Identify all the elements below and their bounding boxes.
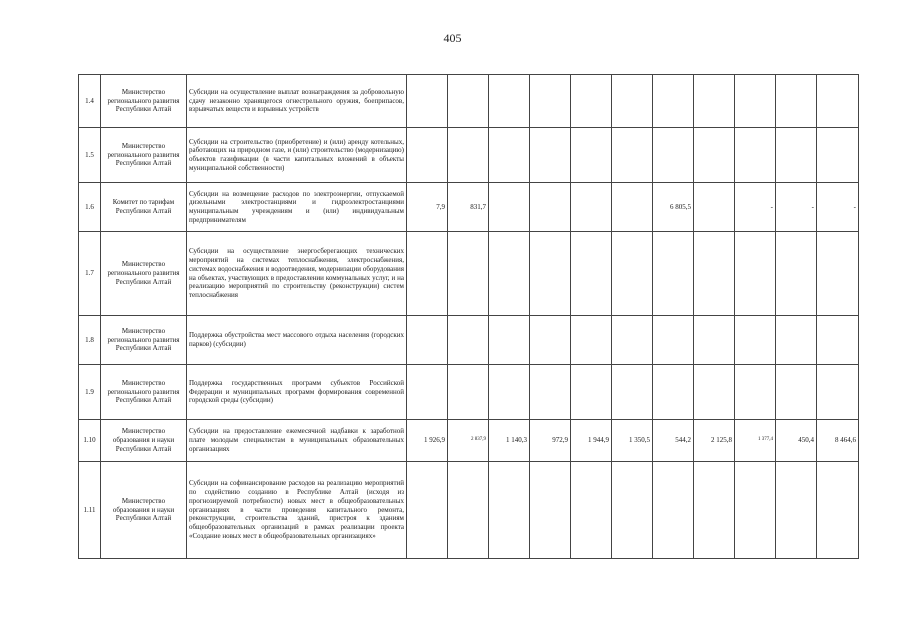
amount-cell: 6 805,5 — [653, 183, 694, 232]
amount-cell: 8 464,6 — [817, 420, 859, 462]
amount-cell: 1 377,4 — [735, 420, 776, 462]
amount-cell: 1 944,9 — [571, 420, 612, 462]
responsible-ministry: Министерство образования и науки Республики Алтай — [101, 462, 187, 559]
amount-cell — [530, 232, 571, 316]
amount-cell — [612, 365, 653, 420]
responsible-ministry: Министерство образования и науки Республики Алтай — [101, 420, 187, 462]
amount-cell — [571, 232, 612, 316]
amount-cell — [776, 316, 817, 365]
amount-cell — [694, 365, 735, 420]
amount-cell — [489, 75, 530, 128]
responsible-ministry: Министерство регионального развития Республики Алтай — [101, 316, 187, 365]
amount-cell: 1 926,9 — [407, 420, 448, 462]
amount-cell — [448, 128, 489, 183]
row-number: 1.6 — [79, 183, 101, 232]
amount-cell — [694, 75, 735, 128]
amount-cell — [571, 75, 612, 128]
amount-cell — [612, 183, 653, 232]
amount-cell — [489, 232, 530, 316]
amount-cell — [407, 316, 448, 365]
amount-cell — [489, 128, 530, 183]
amount-cell — [735, 128, 776, 183]
responsible-ministry: Комитет по тарифам Республики Алтай — [101, 183, 187, 232]
amount-cell — [530, 183, 571, 232]
row-number: 1.7 — [79, 232, 101, 316]
amount-cell: 2 125,8 — [694, 420, 735, 462]
amount-cell — [612, 232, 653, 316]
amount-cell — [571, 365, 612, 420]
amount-cell — [448, 316, 489, 365]
amount-cell — [776, 128, 817, 183]
amount-cell — [694, 232, 735, 316]
amount-cell — [407, 365, 448, 420]
subsidy-table — [78, 74, 859, 559]
amount-cell — [489, 183, 530, 232]
amount-cell — [612, 316, 653, 365]
amount-cell — [489, 316, 530, 365]
amount-cell — [817, 365, 859, 420]
amount-cell: 1 140,3 — [489, 420, 530, 462]
amount-cell: 544,2 — [653, 420, 694, 462]
table-row — [79, 420, 859, 462]
amount-cell: 972,9 — [530, 420, 571, 462]
table-row — [79, 183, 859, 232]
amount-cell — [407, 232, 448, 316]
amount-cell — [694, 316, 735, 365]
row-number: 1.10 — [79, 420, 101, 462]
amount-cell — [612, 128, 653, 183]
amount-cell — [571, 183, 612, 232]
amount-cell — [735, 316, 776, 365]
amount-cell — [571, 316, 612, 365]
amount-cell: - — [776, 183, 817, 232]
amount-cell: 450,4 — [776, 420, 817, 462]
amount-cell — [530, 128, 571, 183]
amount-cell: 2 837,9 — [448, 420, 489, 462]
table-row — [79, 75, 859, 128]
amount-cell — [653, 232, 694, 316]
subsidy-description: Поддержка обустройства мест массового отдыха населения (городских парков) (субсидии) — [187, 316, 407, 365]
subsidy-description: Субсидии на осуществление выплат вознаграждения за добровольную сдачу незаконно хранящегося огнестрельного оружия, боеприпасов, взрывчатых веществ и взрывных устройств — [187, 75, 407, 128]
row-number: 1.5 — [79, 128, 101, 183]
amount-cell — [776, 365, 817, 420]
amount-cell — [448, 365, 489, 420]
amount-cell — [776, 462, 817, 559]
amount-cell — [735, 75, 776, 128]
amount-cell: 7,9 — [407, 183, 448, 232]
responsible-ministry: Министерство регионального развития Республики Алтай — [101, 365, 187, 420]
responsible-ministry: Министерство регионального развития Республики Алтай — [101, 232, 187, 316]
amount-cell — [817, 75, 859, 128]
subsidy-description: Субсидии на софинансирование расходов на реализацию мероприятий по содействию созданию в Республике Алтай (исходя из прогнозируемой потребности) новых мест в общеобразовательных организациях в части проведения капитального ремонта, реконструкции, строительства зданий, пристроя к зданиям общеобразовательных организаций в рамках реализации проекта «Создание новых мест в общеобразовательных организациях» — [187, 462, 407, 559]
amount-cell — [612, 462, 653, 559]
table-row — [79, 365, 859, 420]
amount-cell — [407, 75, 448, 128]
amount-cell — [612, 75, 653, 128]
subsidy-description: Субсидии на строительство (приобретение) и (или) аренду котельных, работающих на природном газе, и (или) строительство (модернизацию) объектов газификации (в части капитальных вложений в объекты муниципальной собственности) — [187, 128, 407, 183]
amount-cell — [653, 316, 694, 365]
amount-cell — [448, 462, 489, 559]
amount-cell — [653, 128, 694, 183]
amount-cell — [448, 75, 489, 128]
amount-cell — [735, 365, 776, 420]
amount-cell — [694, 462, 735, 559]
amount-cell — [571, 462, 612, 559]
amount-cell — [571, 128, 612, 183]
subsidy-description: Субсидии на осуществление энергосберегающих технических мероприятий на системах теплоснабжения, электроснабжения, системах водоснабжения и водоотведения, модернизации оборудования на объектах, участвующих в предоставлении коммунальных услуг, и на реализацию мероприятий по строительству (реконструкции) систем теплоснабжения — [187, 232, 407, 316]
table-row — [79, 128, 859, 183]
amount-cell: - — [735, 183, 776, 232]
amount-cell — [530, 316, 571, 365]
amount-cell: - — [817, 183, 859, 232]
row-number: 1.9 — [79, 365, 101, 420]
amount-cell — [653, 365, 694, 420]
amount-cell — [530, 75, 571, 128]
amount-cell — [776, 232, 817, 316]
amount-cell — [817, 462, 859, 559]
amount-cell — [653, 75, 694, 128]
amount-cell — [489, 365, 530, 420]
amount-cell — [407, 462, 448, 559]
table-row — [79, 462, 859, 559]
amount-cell — [448, 232, 489, 316]
responsible-ministry: Министерство регионального развития Республики Алтай — [101, 128, 187, 183]
amount-cell — [694, 128, 735, 183]
page-number: 405 — [443, 31, 462, 45]
amount-cell — [817, 316, 859, 365]
amount-cell: 831,7 — [448, 183, 489, 232]
amount-cell — [817, 128, 859, 183]
subsidy-description: Поддержка государственных программ субъектов Российской Федерации и муниципальных программ формирования современной городской среды (субсидии) — [187, 365, 407, 420]
amount-cell — [653, 462, 694, 559]
amount-cell — [735, 462, 776, 559]
amount-cell — [735, 232, 776, 316]
amount-cell — [530, 365, 571, 420]
amount-cell — [407, 128, 448, 183]
subsidy-description: Субсидии на предоставление ежемесячной надбавки к заработной плате молодым специалистам в муниципальных образовательных организациях — [187, 420, 407, 462]
table-row — [79, 232, 859, 316]
amount-cell: 1 350,5 — [612, 420, 653, 462]
subsidy-description: Субсидии на возмещение расходов по электроэнергии, отпускаемой дизельными электростанциями и гидроэлектростанциями муниципальным учреждениям и (или) индивидуальным предпринимателям — [187, 183, 407, 232]
amount-cell — [817, 232, 859, 316]
responsible-ministry: Министерство регионального развития Республики Алтай — [101, 75, 187, 128]
row-number: 1.8 — [79, 316, 101, 365]
amount-cell — [694, 183, 735, 232]
row-number: 1.11 — [79, 462, 101, 559]
amount-cell — [530, 462, 571, 559]
table-row — [79, 316, 859, 365]
row-number: 1.4 — [79, 75, 101, 128]
amount-cell — [776, 75, 817, 128]
amount-cell — [489, 462, 530, 559]
